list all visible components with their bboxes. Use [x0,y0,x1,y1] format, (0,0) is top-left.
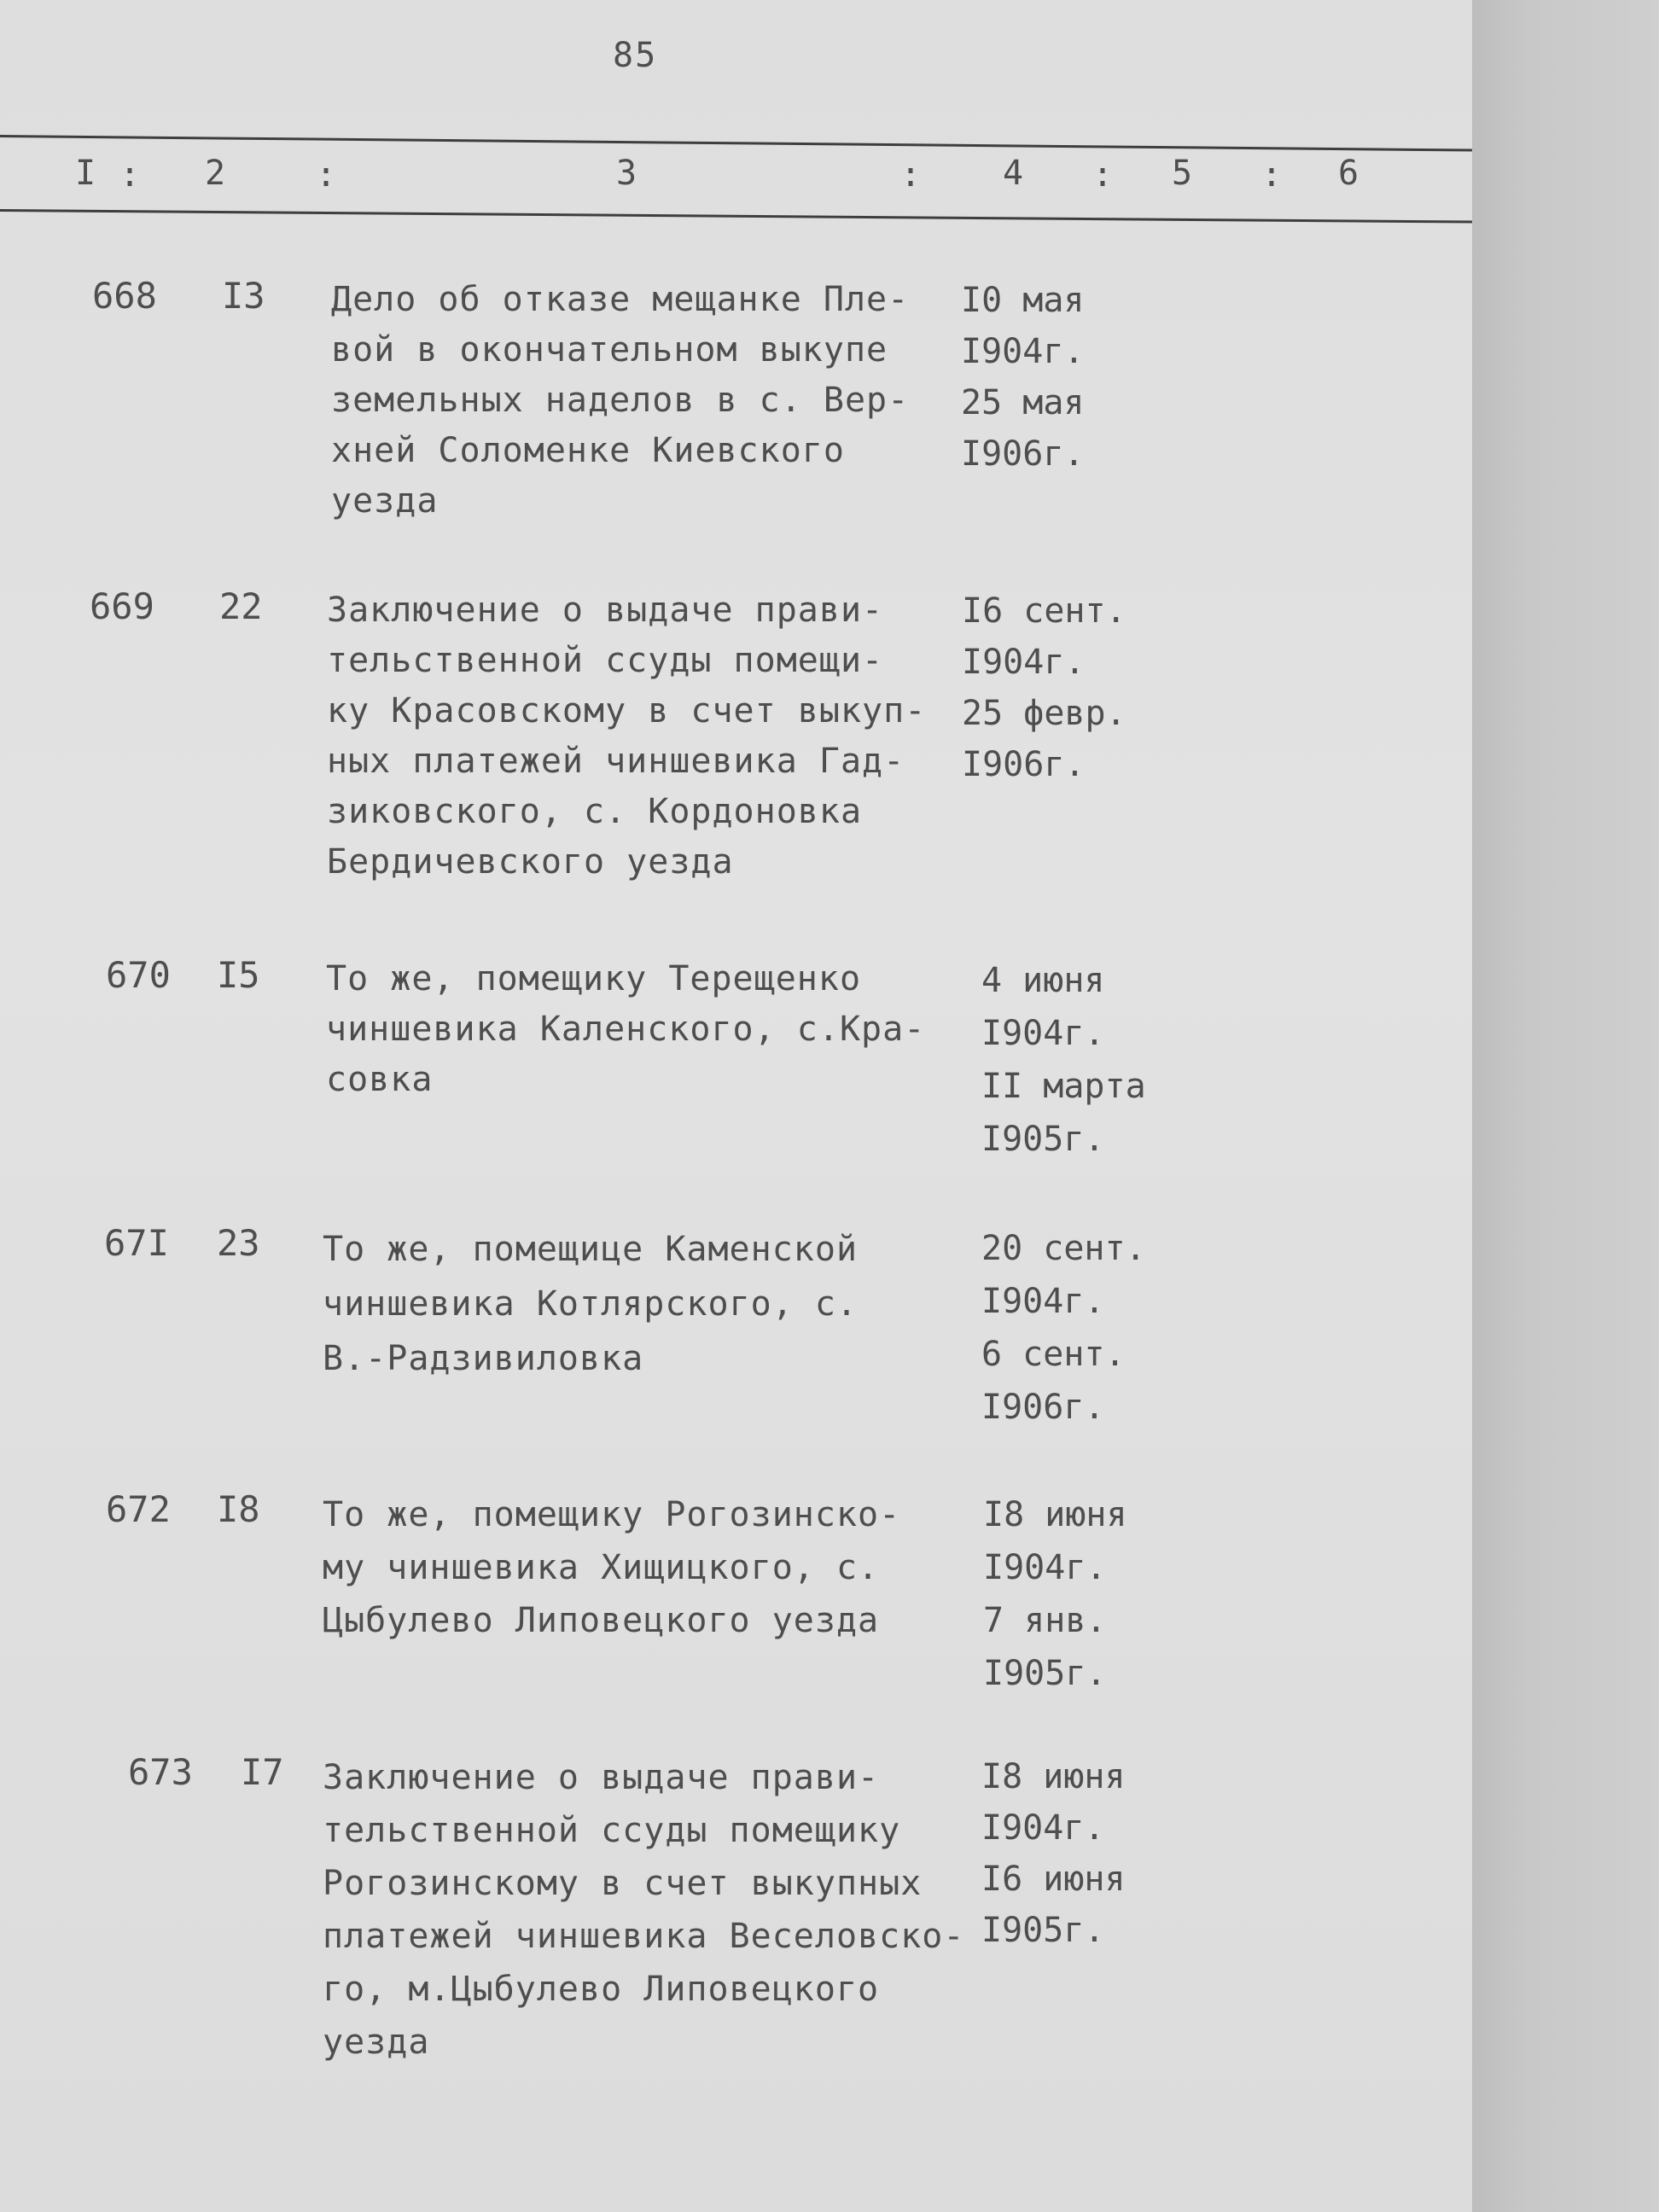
description-line: тельственной ссуды помещи- [327,641,884,680]
entry-dates [981,954,1146,1166]
date-line: I904г. [961,332,1085,371]
page-number: 85 [613,36,658,75]
entry-doc-count: I3 [222,275,265,317]
entry-number: 67I [104,1222,169,1264]
column-separator: : [316,155,337,195]
date-line: 25 февр. [962,694,1126,733]
date-line: I905г. [981,1911,1105,1950]
entry-dates [962,585,1126,790]
entry-description [323,1488,900,1647]
description-line: го, м.Цыбулево Липовецкого [323,1970,880,2009]
description-line: Рогозинскому в счет выкупных [323,1864,923,1903]
date-line: I8 июня [981,1757,1126,1796]
description-line: уезда [331,481,439,521]
description-line: В.-Радзивиловка [323,1339,644,1378]
date-line: 7 янв. [983,1601,1107,1640]
entry-number: 668 [92,275,157,317]
entry-dates [961,275,1085,480]
column-header-1: I [75,154,96,193]
date-line: I8 июня [983,1495,1127,1534]
entry-description [326,954,925,1105]
date-line: I904г. [981,1808,1105,1848]
description-line: платежей чиншевика Веселовско- [323,1917,965,1956]
entry-dates [981,1751,1126,1956]
column-separator: : [900,155,922,195]
description-line: чиншевика Котлярского, с. [323,1284,859,1324]
date-line: 6 сент. [981,1335,1126,1374]
entry-doc-count: 23 [217,1222,260,1264]
description-line: Заключение о выдаче прави- [327,591,884,630]
date-line: I904г. [983,1548,1107,1587]
entry-number: 673 [128,1751,193,1793]
date-line: I906г. [961,434,1085,474]
description-line: зиковского, с. Кордоновка [327,792,863,831]
date-line: 20 сент. [981,1229,1146,1268]
date-line: 4 июня [981,961,1105,1000]
column-header-2: 2 [205,154,226,193]
entry-description [331,275,909,527]
date-line: I6 сент. [962,591,1126,631]
description-line: вой в окончательном выкупе [331,330,888,370]
column-header-5: 5 [1172,154,1193,193]
description-line: То же, помещику Терещенко [326,959,862,998]
entry-dates [981,1222,1146,1434]
background-edge [1472,0,1659,2212]
description-line: ных платежей чиншевика Гад- [327,742,905,781]
entry-doc-count: I8 [217,1488,260,1530]
date-line: I904г. [981,1282,1105,1321]
date-line: I904г. [981,1014,1105,1053]
date-line: 25 мая [961,383,1085,422]
column-separator: : [1261,155,1283,195]
date-line: I905г. [981,1120,1105,1159]
description-line: Заключение о выдаче прави- [323,1758,880,1797]
column-header-6: 6 [1338,154,1359,193]
description-line: тельственной ссуды помещику [323,1811,901,1850]
column-header-4: 4 [1003,154,1024,193]
date-line: II марта [981,1067,1146,1106]
date-line: I904г. [962,643,1086,682]
description-line: чиншевика Каленского, с.Кра- [326,1010,926,1049]
description-line: совка [326,1060,434,1099]
date-line: I906г. [981,1388,1105,1427]
entry-number: 670 [106,954,171,996]
entry-description [323,1751,964,2069]
description-line: му чиншевика Хищицкого, с. [323,1548,880,1587]
entry-number: 669 [90,585,154,627]
entry-doc-count: I5 [217,954,260,996]
description-line: Бердичевского уезда [327,842,734,882]
date-line: I6 июня [981,1860,1126,1899]
column-separator: : [119,155,141,195]
description-line: То же, помещице Каменской [323,1230,859,1269]
entry-description [323,1222,858,1386]
entry-doc-count: I7 [241,1751,284,1793]
description-line: Цыбулево Липовецкого уезда [323,1601,880,1640]
date-line: I0 мая [961,281,1085,320]
description-line: То же, помещику Рогозинско- [323,1495,901,1534]
column-header-3: 3 [616,154,637,193]
description-line: хней Соломенке Киевского [331,431,845,470]
column-separator: : [1092,155,1114,195]
description-line: земельных наделов в с. Вер- [331,381,910,420]
entry-doc-count: 22 [219,585,263,627]
entry-number: 672 [106,1488,171,1530]
description-line: уезда [323,2023,430,2062]
entry-description [327,585,926,888]
entry-dates [983,1488,1127,1700]
date-line: I905г. [983,1654,1107,1693]
description-line: Дело об отказе мещанке Пле- [331,280,910,319]
description-line: ку Красовскому в счет выкуп- [327,691,927,731]
date-line: I906г. [962,745,1086,784]
